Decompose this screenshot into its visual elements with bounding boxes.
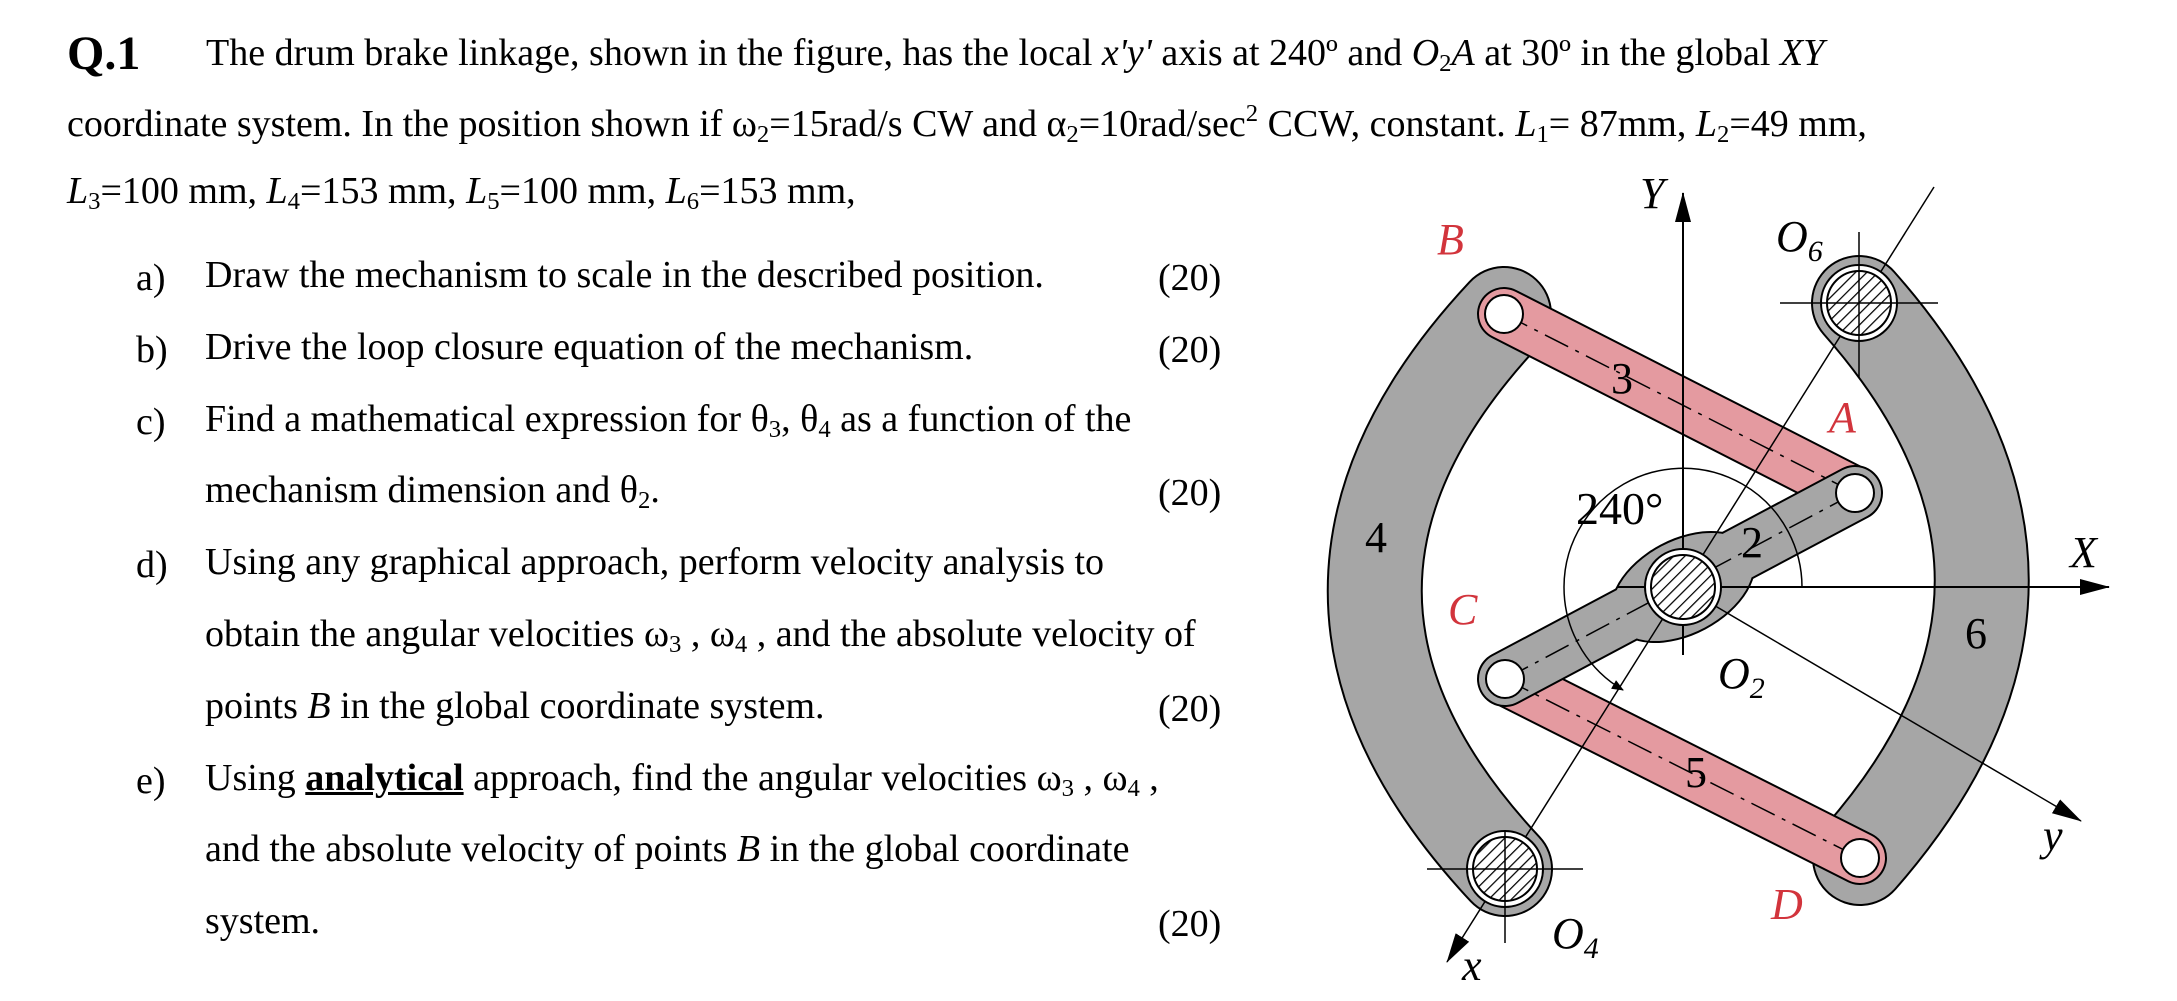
label-o2: $O_2$ <box>1718 649 1765 705</box>
part-points: (20) <box>1158 903 1222 946</box>
part-label: a) <box>136 257 166 299</box>
text-segment: XY <box>1779 32 1825 74</box>
pin-a <box>1836 474 1874 512</box>
part-label: c) <box>136 400 166 443</box>
text-segment: 4 <box>1127 774 1140 802</box>
label-link-3: 3 <box>1611 354 1633 403</box>
part-points: (20) <box>1158 328 1222 371</box>
text-segment: coordinate system. In the position shown if ω <box>67 103 757 145</box>
text-segment: L <box>1515 103 1537 145</box>
label-global-x: X <box>2070 528 2097 577</box>
text-segment: in the global coordinate system. <box>330 684 825 727</box>
pin-d <box>1841 839 1879 877</box>
text-segment: at 30º in the global <box>1474 32 1780 74</box>
text-segment: system. <box>205 900 321 943</box>
text-segment: 4 <box>287 188 301 216</box>
label-link-5: 5 <box>1685 748 1707 797</box>
text-segment: 1 <box>1536 121 1549 149</box>
pin-b <box>1485 295 1523 333</box>
text-segment: L <box>466 170 488 212</box>
text-segment: L <box>1695 103 1717 145</box>
question-number: Q.1 <box>67 27 141 80</box>
part-points: (20) <box>1158 687 1222 730</box>
text-segment: =49 mm, <box>1729 103 1867 145</box>
text-segment: =153 mm, <box>699 170 856 212</box>
label-c: C <box>1448 585 1478 634</box>
text-segment: L <box>67 170 89 212</box>
label-b: B <box>1437 215 1464 264</box>
text-segment: Using <box>205 756 306 799</box>
text-segment: 2 <box>1716 121 1730 149</box>
text-segment: The drum brake linkage, shown in the figure, has the local <box>206 32 1102 74</box>
text-segment: Drive the loop closure equation of the mechanism. <box>205 325 974 368</box>
text-segment: in the global coordinate <box>760 828 1130 871</box>
text-segment: 2 <box>1245 100 1259 128</box>
text-segment: and the absolute velocity of points <box>205 828 737 871</box>
part-label: d) <box>136 544 168 587</box>
text-segment: Draw the mechanism to scale in the described position. <box>205 254 1044 296</box>
text-segment: 2 <box>637 487 651 515</box>
text-segment: approach, find the angular velocities ω <box>463 756 1062 799</box>
text-segment: as a function of the <box>830 397 1132 440</box>
text-segment: 4 <box>734 631 748 659</box>
label-a: A <box>1829 393 1856 442</box>
text-segment: =15rad/s CW and α <box>769 103 1067 145</box>
part-label: e) <box>136 759 166 802</box>
label-o6: $O_6$ <box>1776 212 1823 268</box>
text-segment: B <box>736 828 761 871</box>
label-angle: 240° <box>1576 483 1664 534</box>
text-segment: 2 <box>1439 50 1452 78</box>
emphasis-text: analytical <box>305 756 464 799</box>
text-segment: . <box>650 469 660 512</box>
text-segment: 2 <box>756 121 770 149</box>
label-o4: $O_4$ <box>1552 909 1599 965</box>
text-segment: mechanism dimension and θ <box>205 469 638 512</box>
text-segment: x'y' <box>1101 32 1152 74</box>
text-segment: 6 <box>686 188 700 216</box>
pin-c <box>1486 660 1524 698</box>
text-segment: CCW, constant. <box>1258 103 1516 145</box>
text-segment: 3 <box>668 631 682 659</box>
text-segment: 3 <box>768 415 782 443</box>
label-local-y: y <box>2043 811 2063 860</box>
part-label: b) <box>136 328 168 371</box>
text-segment: , ω <box>681 613 735 655</box>
text-segment: , θ <box>781 397 819 440</box>
label-d: D <box>1771 880 1803 929</box>
part-points: (20) <box>1158 472 1222 515</box>
text-segment: 4 <box>818 415 831 443</box>
label-link-2: 2 <box>1741 518 1763 567</box>
text-segment: 3 <box>88 188 101 216</box>
text-segment: =153 mm, <box>300 170 467 212</box>
text-segment: O <box>1411 32 1440 74</box>
text-segment: B <box>307 684 331 727</box>
text-segment: 5 <box>487 188 500 216</box>
text-segment: L <box>665 170 687 212</box>
text-segment: , <box>1139 756 1159 799</box>
text-segment: points <box>205 684 308 727</box>
label-global-y: Y <box>1640 169 1665 218</box>
text-segment: , ω <box>1073 756 1128 799</box>
text-segment: 3 <box>1061 774 1074 802</box>
text-segment: A <box>1451 32 1475 74</box>
label-local-x: x <box>1462 941 1482 990</box>
text-segment: =100 mm, <box>499 170 666 212</box>
text-segment: obtain the angular velocities ω <box>205 613 669 655</box>
text-segment: = 87mm, <box>1548 103 1696 145</box>
text-segment: , and the absolute velocity of <box>747 613 1196 655</box>
text-segment: axis at 240º and <box>1151 32 1412 74</box>
text-segment: Using any graphical approach, perform velocity analysis to <box>205 541 1105 584</box>
text-segment: Find a mathematical expression for θ <box>205 397 769 440</box>
label-link-6: 6 <box>1965 609 1987 658</box>
part-points: (20) <box>1158 257 1222 299</box>
label-link-4: 4 <box>1365 513 1387 562</box>
text-segment: L <box>266 170 288 212</box>
text-segment: =100 mm, <box>100 170 267 212</box>
text-segment: 2 <box>1066 121 1079 149</box>
text-segment: =10rad/sec <box>1078 103 1246 145</box>
